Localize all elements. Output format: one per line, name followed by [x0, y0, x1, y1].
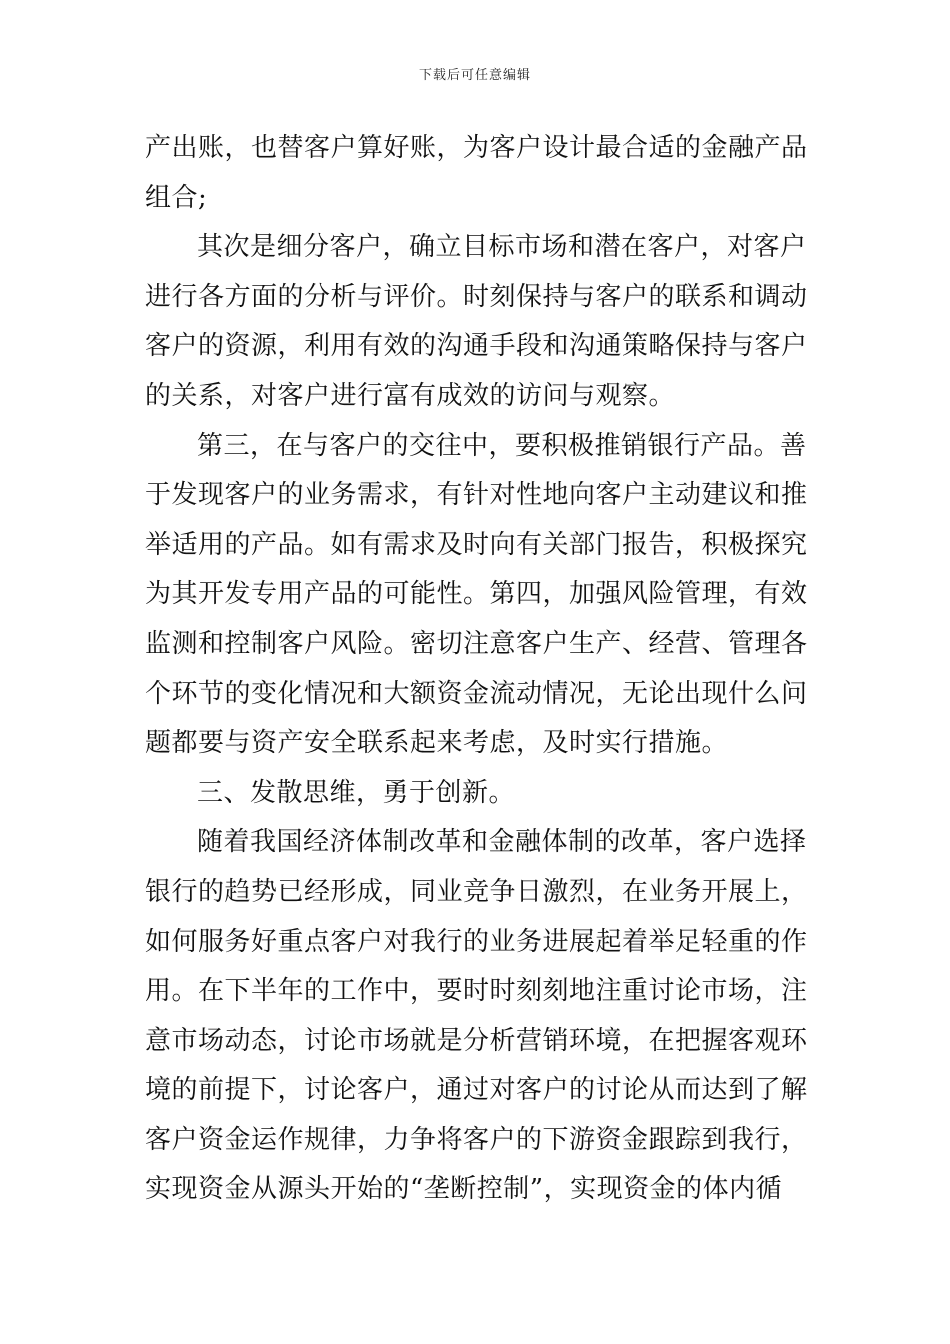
text-line: 个环节的变化情况和大额资金流动情况，无论出现什么问 [145, 678, 808, 709]
text-line: 题都要与资产安全联系起来考虑，及时实行措施。 [145, 728, 729, 759]
text-line: 客户资金运作规律，力争将客户的下游资金跟踪到我行， [145, 1124, 808, 1155]
text-line: 银行的趋势已经形成，同业竞争日激烈，在业务开展上， [145, 876, 808, 907]
text-line: 第三，在与客户的交往中，要积极推销银行产品。善 [197, 430, 807, 461]
text-line: 如何服务好重点客户对我行的业务进展起着举足轻重的作 [145, 926, 808, 957]
text-line: 于发现客户的业务需求，有针对性地向客户主动建议和推 [145, 480, 808, 511]
text-line: 三、发散思维，勇于创新。 [197, 777, 516, 808]
text-line: 用。在下半年的工作中，要时时刻刻地注重讨论市场，注 [145, 976, 808, 1007]
text-line: 产出账，也替客户算好账，为客户设计最合适的金融产品 [145, 133, 808, 163]
text-line: 为其开发专用产品的可能性。第四，加强风险管理，有效 [145, 579, 808, 610]
text-line: 意市场动态，讨论市场就是分析营销环境，在把握客观环 [145, 1025, 808, 1056]
text-line: 组合; [145, 182, 208, 213]
text-line: 的关系，对客户进行富有成效的访问与观察。 [145, 380, 676, 411]
text-line: 进行各方面的分析与评价。时刻保持与客户的联系和调动 [145, 281, 808, 312]
text-line: 随着我国经济体制改革和金融体制的改革，客户选择 [197, 827, 807, 858]
page-header: 下载后可任意编辑 [418, 68, 531, 83]
text-line: 监测和控制客户风险。密切注意客户生产、经营、管理各 [145, 628, 808, 659]
document-body [145, 124, 810, 1215]
text-line: 实现资金从源头开始的“垄断控制”，实现资金的体内循 [145, 1174, 783, 1205]
text-line: 举适用的产品。如有需求及时向有关部门报告，积极探究 [145, 529, 808, 560]
text-line: 客户的资源，利用有效的沟通手段和沟通策略保持与客户 [145, 331, 808, 362]
text-line: 其次是细分客户，确立目标市场和潜在客户，对客户 [197, 232, 807, 263]
text-line: 境的前提下，讨论客户，通过对客户的讨论从而达到了解 [145, 1075, 808, 1106]
